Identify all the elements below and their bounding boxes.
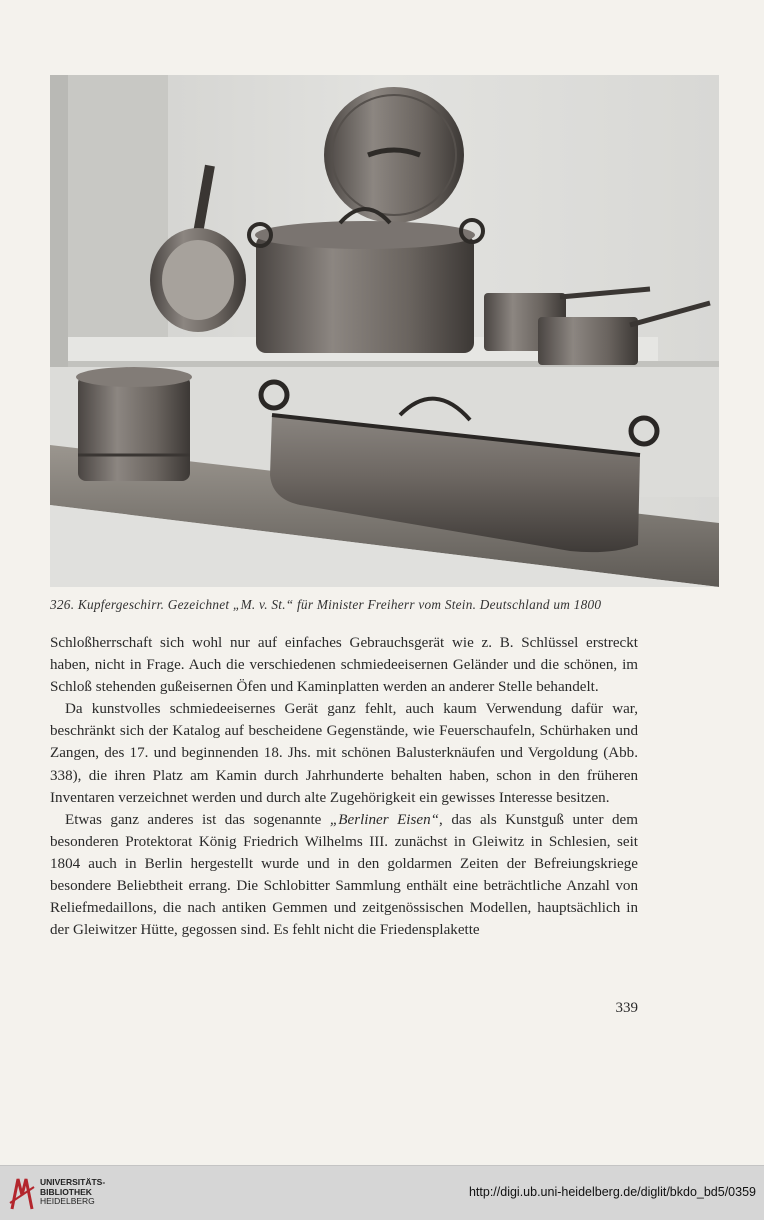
paragraph-3 — [50, 809, 638, 942]
page-number: 339 — [615, 1000, 638, 1016]
emphasis-berliner-eisen: „Berliner Eisen“ — [329, 811, 440, 828]
paragraph-2: Da kunstvolles schmiedeeisernes Gerät ganz fehlt, auch kaum Verwendung dafür war, beschränkt sich der Katalog auf bescheidene Gegenstände, wie Feuerschaufeln, Schürhaken und Zangen, des 17. und beginnenden 18. Jhs. mit schönen Balusterknäufen und Vergoldung (Abb. 338), die ihren Platz am Kamin durch Jahrhunderte behalten haben, schon in den früheren Inventaren verzeichnet werden und durch alte Zugehörigkeit ein gewisses Interesse besitzen. — [50, 701, 638, 806]
figure-photo — [50, 75, 719, 587]
logo-line-1: UNIVERSITÄTS- — [40, 1177, 106, 1187]
logo-line-2: BIBLIOTHEK — [40, 1186, 92, 1197]
paragraph-3-rest: , das als Kunstguß unter dem besonderen Protektorat König Friedrich Wilhelms III. zunächst in Gleiwitz in Schlesien, seit 1804 auch in Berlin hergestellt wurde und in den goldarmen Zeiten der Befreiungskriege besondere Beliebtheit errang. Die Schlobitter Sammlung enthält eine beträchtliche Anzahl von Reliefmedaillons, die nach antiken Gemmen und zeitgenössischen Modellen, hauptsächlich in der Gleiwitzer Hütte, gegossen sind. Es fehlt nicht die Friedensplakette — [50, 811, 638, 939]
body-text — [50, 632, 638, 941]
copper-cookware-image — [50, 75, 719, 587]
paragraph-1: Schloßherrschaft sich wohl nur auf einfaches Gebrauchsgerät wie z. B. Schlüssel erstreckt haben, nicht in Frage. Auch die verschiedenen schmiedeeisernen Geländer und die schönen, im Schloß stehenden gußeisernen Öfen und Kaminplatten werden an anderer Stelle behandelt. — [50, 635, 638, 696]
library-logo-icon — [8, 1173, 36, 1213]
footer-bar — [0, 1165, 764, 1220]
paragraph-3-start: Etwas ganz anderes ist das sogenannte — [65, 811, 330, 828]
figure-caption: 326. Kupfergeschirr. Gezeichnet „M. v. St.“ für Minister Freiherr vom Stein. Deutschland um 1800 — [50, 597, 602, 612]
permalink-url[interactable]: http://digi.ub.uni-heidelberg.de/diglit/bkdo_bd5/0359 — [468, 1185, 756, 1199]
logo-line-3: HEIDELBERG — [40, 1196, 95, 1206]
library-logo-text — [40, 1178, 105, 1207]
